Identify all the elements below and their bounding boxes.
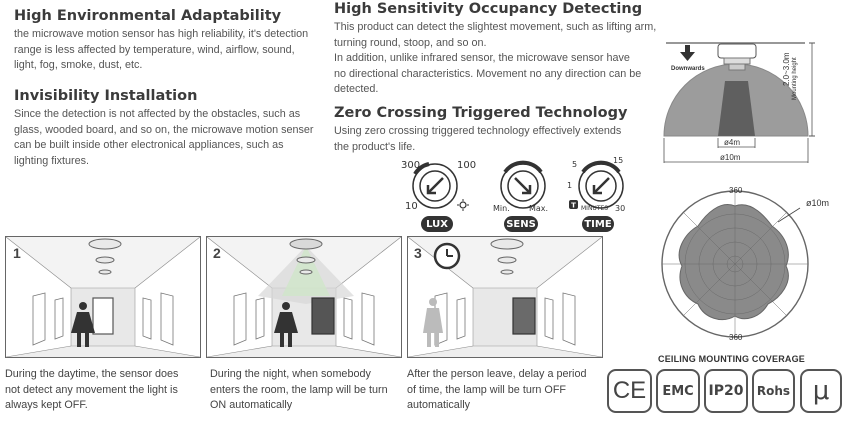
text-line: light, fog, smoke, dust, etc. (14, 59, 143, 72)
time-unit-label: MINUTES (581, 205, 609, 212)
outer-diameter-label: ø10m (720, 153, 741, 162)
text-line: During the daytime, the sensor does (5, 368, 179, 380)
scene-2-number: 2 (213, 245, 221, 261)
down-arrow-icon (680, 45, 695, 61)
text-line: no directional characteristics. Movement no any direction can be (334, 67, 642, 80)
svg-text:T: T (571, 201, 576, 210)
text-line: Since the detection is not affected by the obstacles, such as (14, 108, 301, 120)
lux-mid-label: 300 (401, 160, 421, 171)
text-line: the microwave motion sensor has high reliability, it's detection (14, 28, 309, 40)
feature-body-zero-crossing (334, 124, 621, 155)
scene-1-number: 1 (13, 245, 21, 261)
scene-1-caption (5, 367, 178, 414)
text-line: the product's life. (334, 140, 416, 153)
mounting-diagram (660, 36, 840, 170)
text-line: During the night, when somebody (210, 368, 371, 380)
feature-title-adaptability: High Environmental Adaptability (14, 8, 282, 24)
emc-badge-icon: EMC (656, 369, 700, 413)
feature-body-adaptability (14, 27, 308, 74)
text-line: turning round, stoop, and so on. (334, 36, 487, 49)
sens-min-label: Min. (493, 204, 510, 213)
micro-badge-icon: μ (800, 369, 842, 413)
time-dial-icon (579, 163, 623, 208)
feature-title-sensitivity: High Sensitivity Occupancy Detecting (334, 1, 643, 17)
lux-max-label: 100 (457, 160, 477, 171)
text-line: lighting fixtures. (14, 154, 90, 167)
scene-3-caption (407, 367, 586, 414)
text-line: Using zero crossing triggered technology effectively extends (334, 125, 622, 137)
inner-diameter-label: ø4m (724, 138, 740, 147)
scene-3-illustration (407, 236, 603, 358)
text-line: can be built inside other electronical appliances, such as (14, 139, 284, 152)
sun-icon (457, 199, 469, 211)
feature-body-invisibility (14, 107, 313, 169)
scene-3-number: 3 (414, 245, 422, 261)
scene-2-caption (210, 367, 388, 414)
scene-2-illustration (206, 236, 402, 358)
lux-pill: LUX (421, 216, 453, 232)
downwards-label: Downwards (671, 66, 705, 72)
time-pill: TIME (582, 216, 614, 232)
dials-graphic (405, 160, 645, 220)
feature-body-sensitivity (334, 20, 656, 98)
text-line: of time, the lamp will be turn OFF (407, 383, 567, 396)
height-value: 2.0~3.0m (782, 52, 791, 86)
time-v3-label: 1 (567, 181, 573, 190)
ce-badge-icon: CE (607, 369, 652, 413)
text-line: glass, wooded board, and so on, the microwave motion senser (14, 123, 314, 136)
text-line: range is less affected by temperature, wind, airflow, sound, (14, 43, 295, 56)
text-line: always kept OFF. (5, 399, 88, 412)
text-line: detected. (334, 83, 379, 96)
text-line: not detect any movement the light is (5, 383, 178, 396)
sens-pill: SENS (504, 216, 538, 232)
time-v1-label: 5 (572, 160, 578, 169)
sens-max-label: Max. (529, 204, 549, 213)
text-line: After the person leave, delay a period (407, 368, 587, 380)
rohs-badge-icon: Rohs (752, 369, 795, 413)
coverage-diagram (660, 186, 810, 344)
text-line: This product can detect the slightest movement, such as lifting arm, (334, 21, 657, 33)
door-icon (312, 298, 334, 334)
coverage-title: CEILING MOUNTING COVERAGE (658, 354, 806, 364)
text-line: ON automatically (210, 399, 293, 412)
lux-min-label: 10 (405, 201, 418, 212)
door-icon (513, 298, 535, 334)
coverage-diameter-label: ø10m (806, 198, 830, 208)
door-icon (93, 298, 113, 334)
feature-title-invisibility: Invisibility Installation (14, 88, 198, 104)
coverage-bottom-label: 360 (729, 333, 743, 342)
ip20-badge-icon: IP20 (704, 369, 748, 413)
text-line: In addition, unlike infrared sensor, the microwave sensor have (334, 52, 630, 65)
feature-title-zero-crossing: Zero Crossing Triggered Technology (334, 105, 628, 121)
time-v4-label: 30 (615, 204, 626, 213)
sens-dial-icon (501, 163, 545, 208)
text-line: automatically (407, 399, 471, 412)
t-icon (569, 200, 578, 210)
scene-1-illustration (5, 236, 201, 358)
coverage-top-label: 360 (729, 186, 743, 195)
time-v2-label: 15 (613, 156, 624, 165)
text-line: enters the room, the lamp will be turn (210, 383, 388, 396)
clock-icon (435, 244, 459, 268)
height-label: Mounting height (792, 57, 798, 100)
